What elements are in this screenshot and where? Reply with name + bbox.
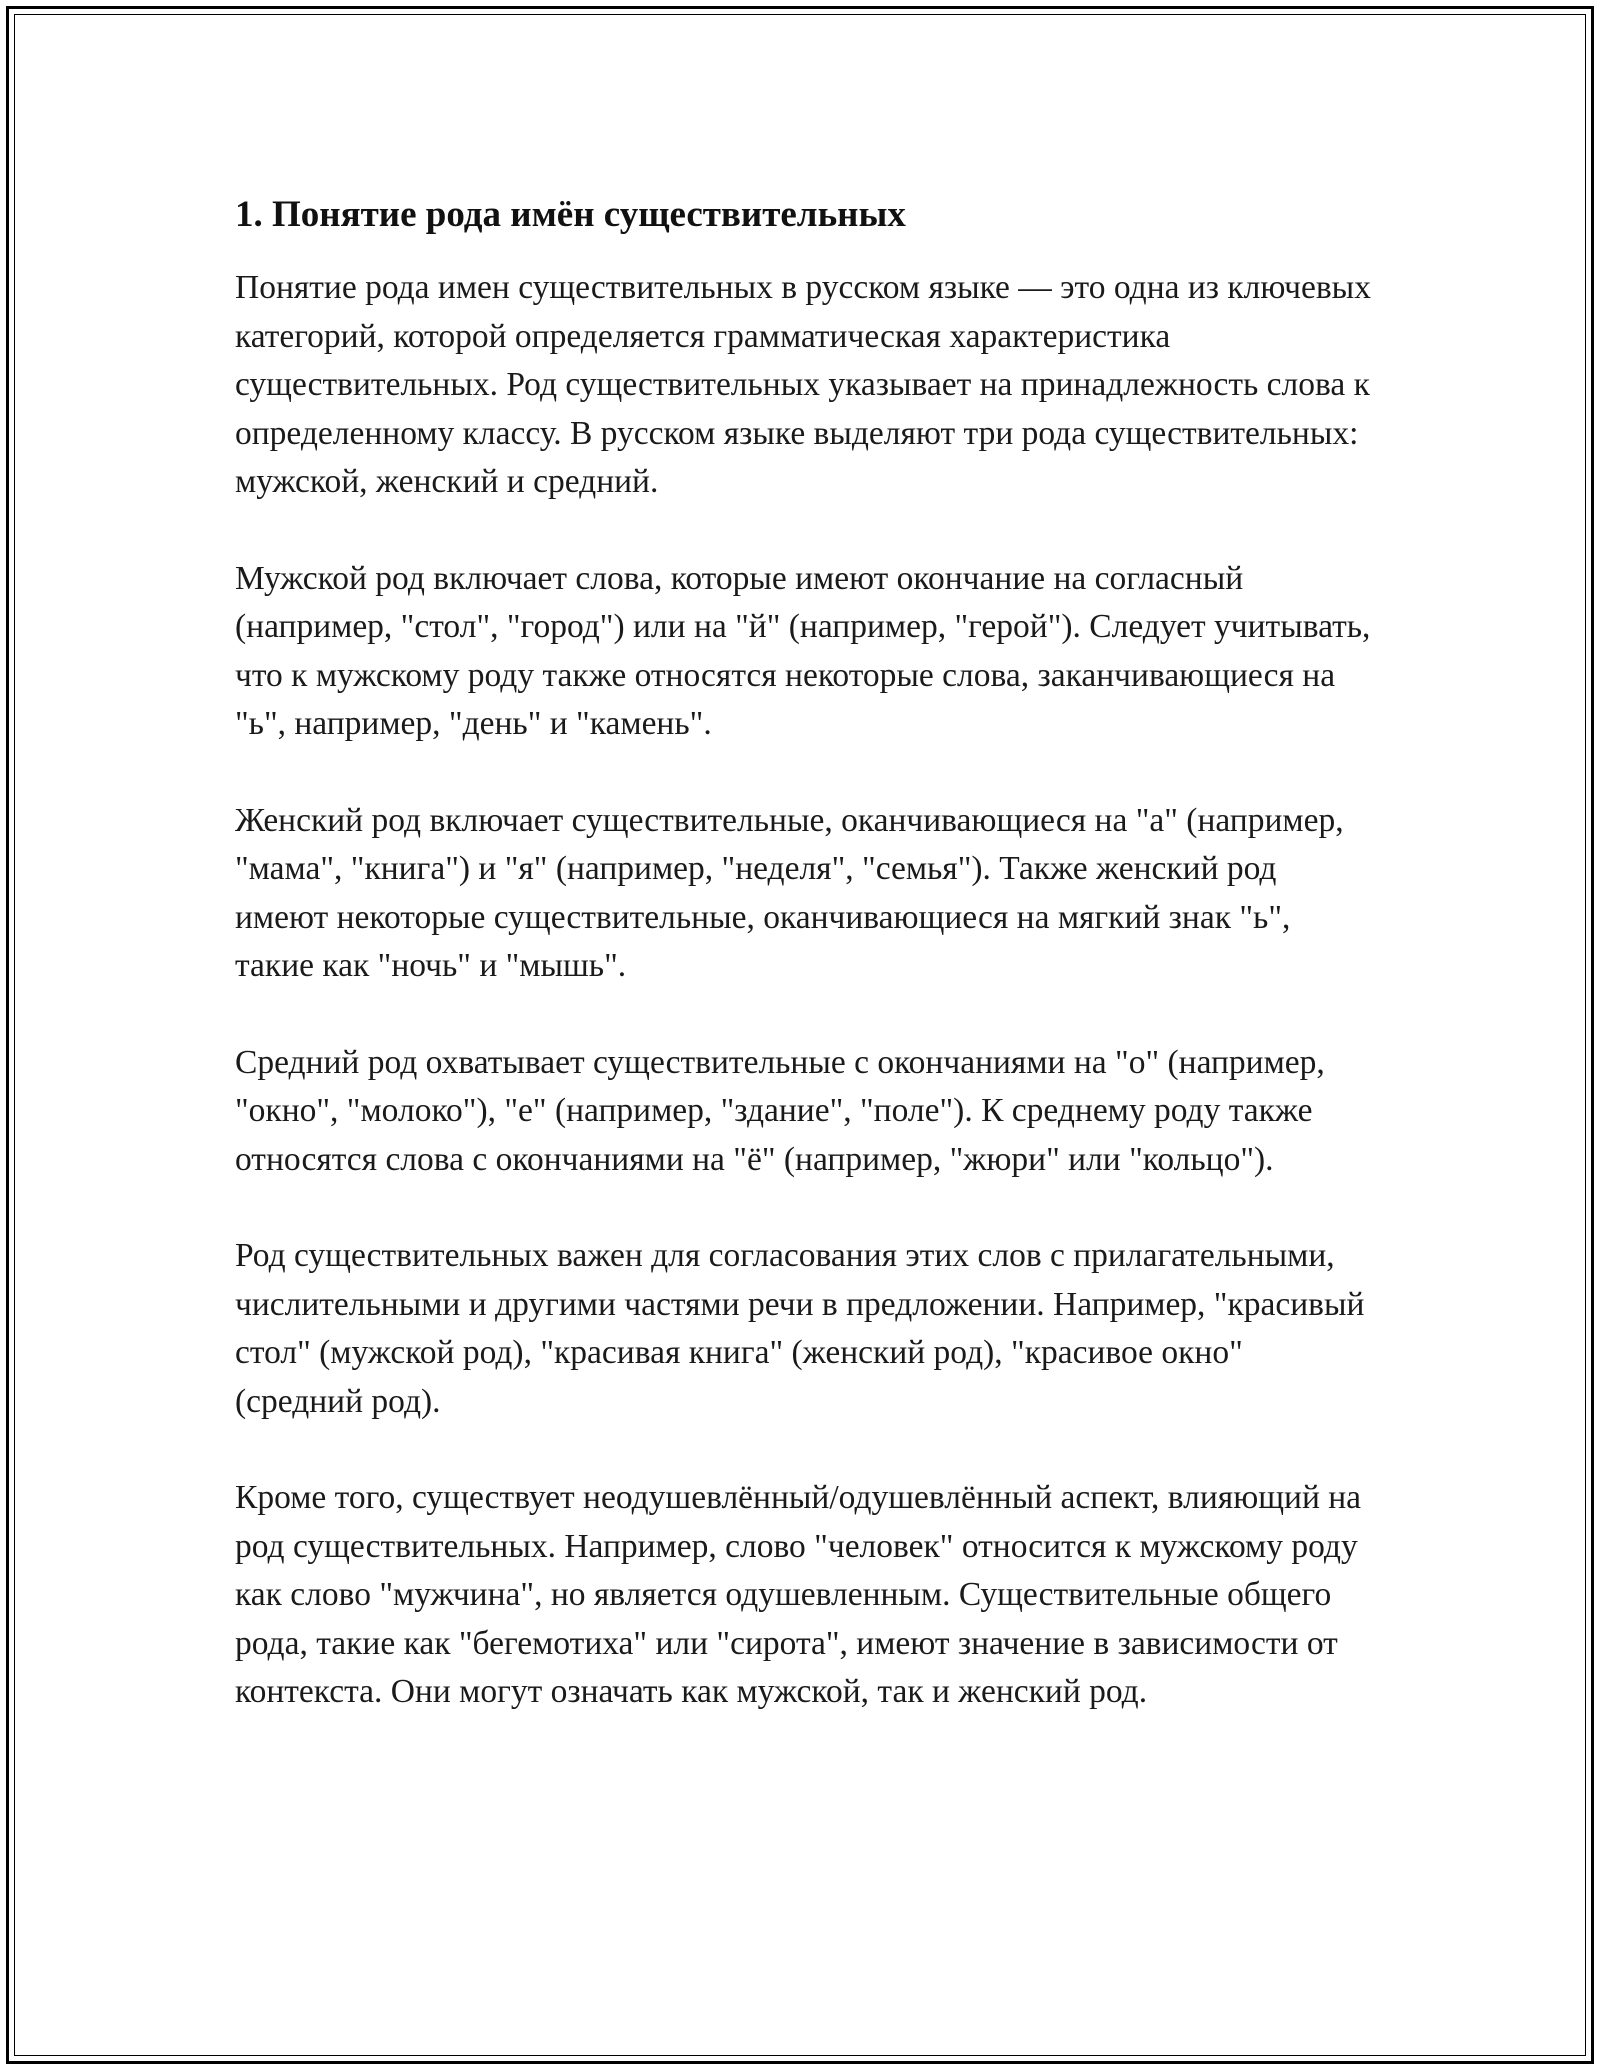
document-body <box>235 190 1375 1765</box>
paragraph-animacy: Кроме того, существует неодушевлённый/одушевлённый аспект, влияющий на род существительных. Например, слово "человек" относится к мужскому роду как слово "мужчина", но является одушевленным. Существительные общего рода, такие как "бегемотиха" или "сирота", имеют значение в зависимости от контекста. Они могут означать как мужской, так и женский род. <box>235 1479 1362 1710</box>
paragraph-neuter: Средний род охватывает существительные с окончаниями на "о" (например, "окно", "молоко"), "е" (например, "здание", "поле"). К среднему роду также относятся слова с окончаниями на "ё" (например, "жюри" или "кольцо"). <box>235 1043 1325 1178</box>
paragraph-agreement: Род существительных важен для согласования этих слов с прилагательными, числительными и другими частями речи в предложении. Например, "красивый стол" (мужской род), "красивая книга" (женский род), "красивое окно" (средний род). <box>235 1237 1365 1420</box>
paragraph-intro: Понятие рода имен существительных в русском языке — это одна из ключевых категорий, которой определяется грамматическая характеристика существительных. Род существительных указывает на принадлежность слова к определенному классу. В русском языке выделяют три рода существительных: мужской, женский и средний. <box>235 269 1371 500</box>
section-heading: 1. Понятие рода имён существительных <box>235 194 906 235</box>
paragraph-feminine: Женский род включает существительные, оканчивающиеся на "а" (например, "мама", "книга") и "я" (например, "неделя", "семья"). Также женский род имеют некоторые существительные, оканчивающиеся на мягкий знак "ь", такие как "ночь" и "мышь". <box>235 801 1344 984</box>
paragraph-masculine: Мужской род включает слова, которые имеют окончание на согласный (например, "стол", "город") или на "й" (например, "герой"). Следует учитывать, что к мужскому роду также относятся некоторые слова, заканчивающиеся на "ь", например, "день" и "камень". <box>235 559 1371 742</box>
